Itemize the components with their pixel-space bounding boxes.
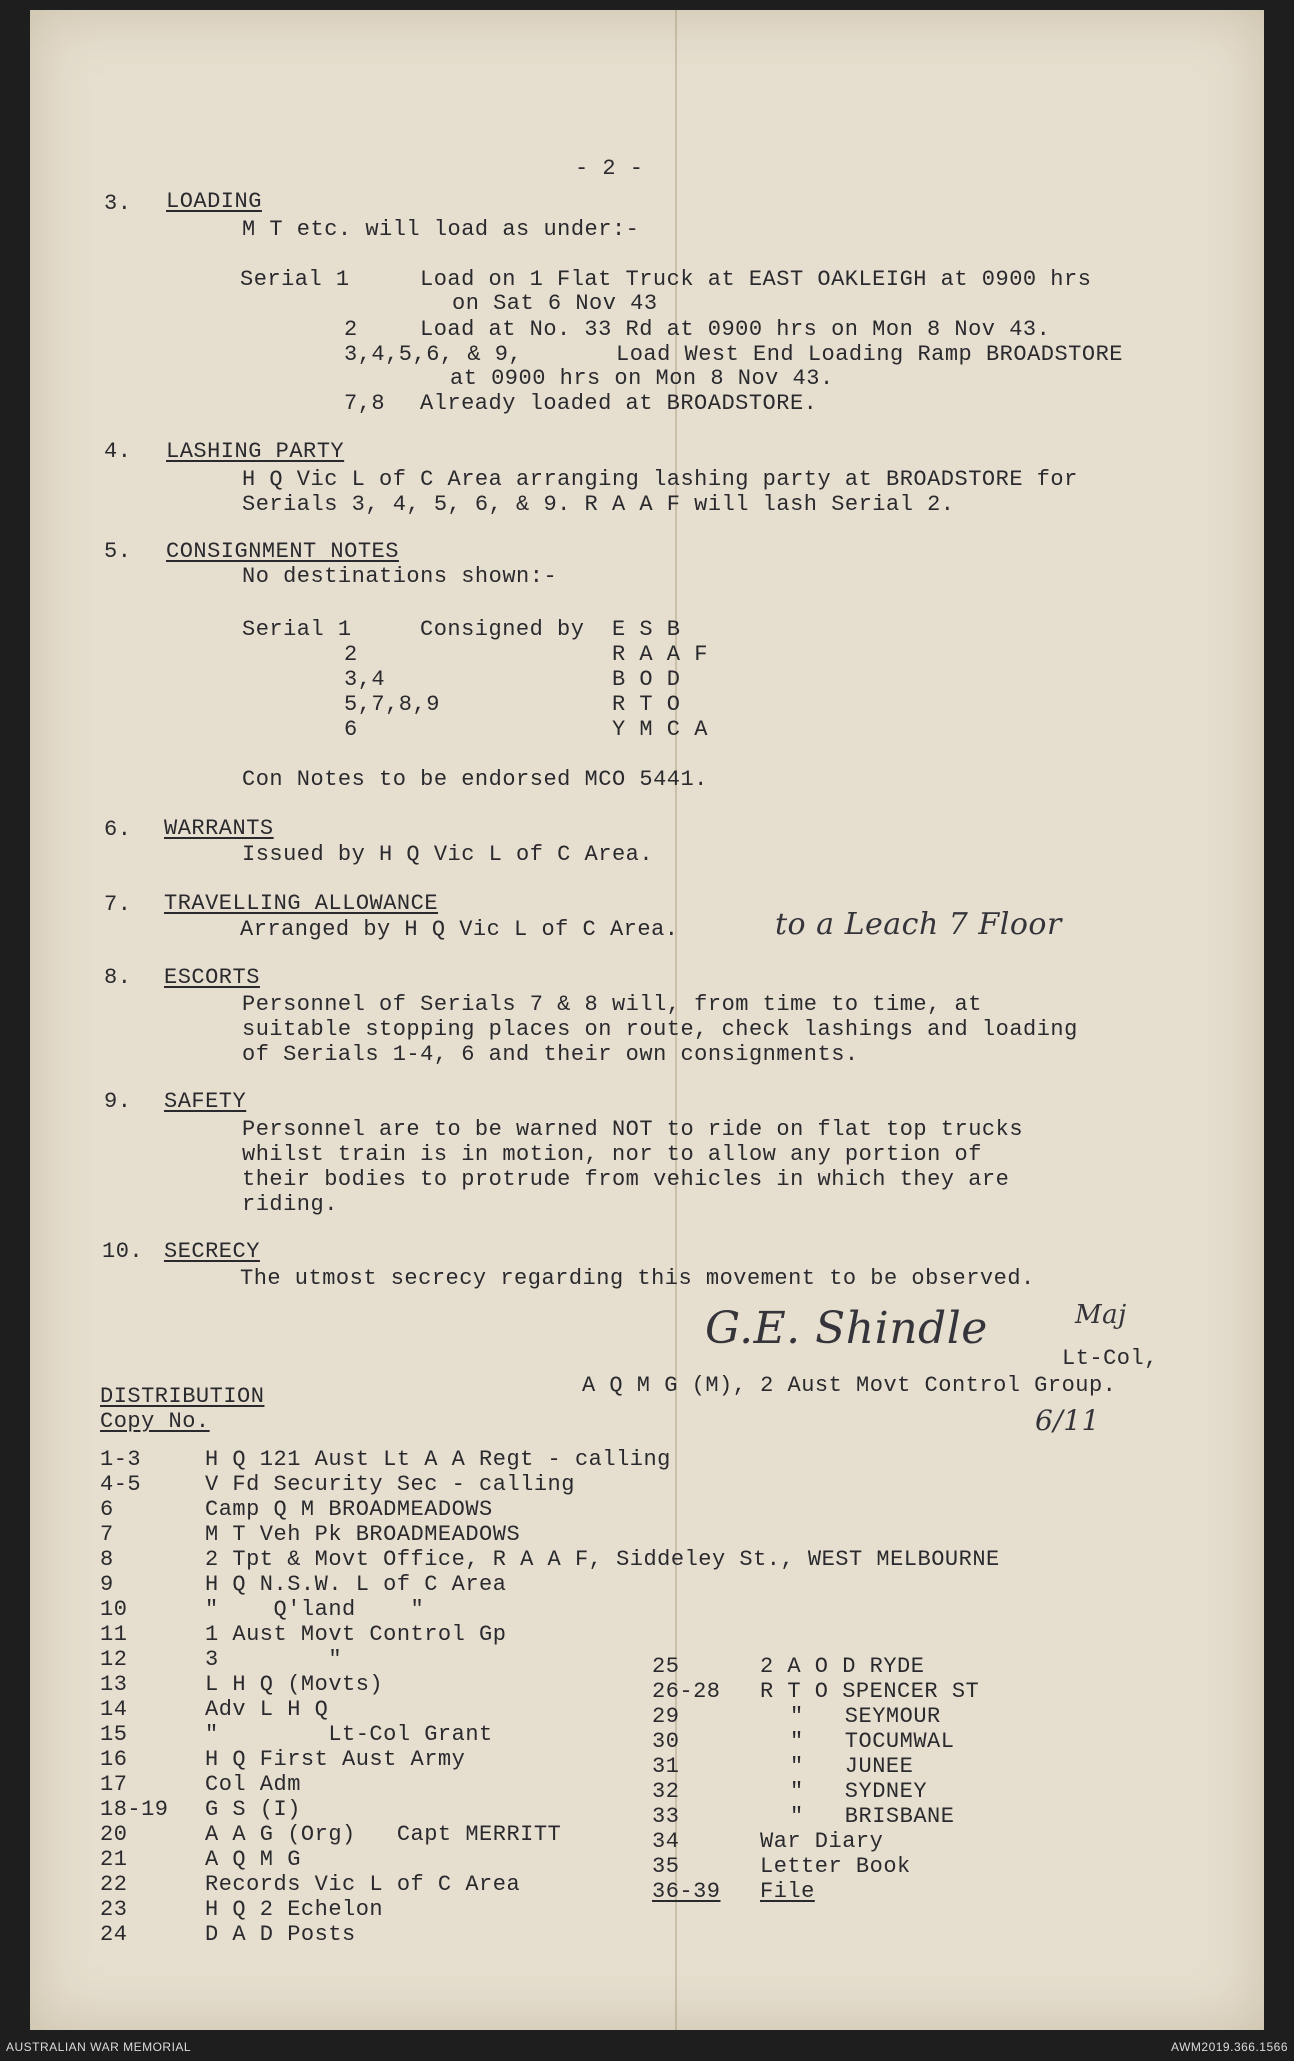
copy-no: 21: [100, 1847, 128, 1872]
loading-serial: Serial 1: [240, 267, 350, 292]
recipient: M T Veh Pk BROADMEADOWS: [205, 1522, 521, 1547]
recipient: " JUNEE: [790, 1754, 914, 1779]
copy-no: 4-5: [100, 1472, 142, 1497]
archive-credit: AUSTRALIAN WAR MEMORIAL: [6, 2040, 192, 2054]
loading-serial: 7,8: [344, 391, 386, 416]
recipient: D A D Posts: [205, 1922, 356, 1947]
recipient: Camp Q M BROADMEADOWS: [205, 1497, 493, 1522]
section-number: 10.: [102, 1239, 144, 1264]
copy-no: 10: [100, 1597, 128, 1622]
escorts-line: of Serials 1-4, 6 and their own consignments.: [242, 1042, 859, 1067]
copy-no: 7: [100, 1522, 114, 1547]
copy-no: 18-19: [100, 1797, 169, 1822]
copy-no: 23: [100, 1897, 128, 1922]
section-number: 4.: [104, 439, 132, 464]
signature: G.E. Shindle: [705, 1303, 988, 1354]
recipient: " Lt-Col Grant: [205, 1722, 493, 1747]
copy-no: 1-3: [100, 1447, 142, 1472]
section-heading-escorts: ESCORTS: [164, 965, 260, 990]
consignor: Y M C A: [612, 717, 708, 742]
copy-no: 36-39: [652, 1879, 721, 1904]
consignor: R T O: [612, 692, 681, 717]
copy-no: 31: [652, 1754, 680, 1779]
travelling-text: Arranged by H Q Vic L of C Area.: [240, 917, 679, 942]
distribution-subheading: Copy No.: [100, 1409, 210, 1434]
warrants-text: Issued by H Q Vic L of C Area.: [242, 842, 654, 867]
safety-line: their bodies to protrude from vehicles in which they are: [242, 1167, 1010, 1192]
signature-rank: Lt-Col,: [1062, 1346, 1158, 1371]
recipient: A Q M G: [205, 1847, 301, 1872]
page-number: - 2 -: [575, 156, 644, 181]
section-number: 8.: [104, 965, 132, 990]
handwritten-note: to a Leach 7 Floor: [775, 907, 1062, 942]
consignor: E S B: [612, 617, 681, 642]
copy-no: 13: [100, 1672, 128, 1697]
section-heading-consignment: CONSIGNMENT NOTES: [166, 539, 399, 564]
copy-no: 6: [100, 1497, 114, 1522]
section-number: 6.: [104, 817, 132, 842]
consignment-serial: 6: [344, 717, 358, 742]
section-number: 5.: [104, 539, 132, 564]
recipient: " SEYMOUR: [790, 1704, 941, 1729]
recipient: A A G (Org) Capt MERRITT: [205, 1822, 562, 1847]
copy-no: 20: [100, 1822, 128, 1847]
section-number: 9.: [104, 1089, 132, 1114]
recipient: H Q 2 Echelon: [205, 1897, 384, 1922]
consignor: B O D: [612, 667, 681, 692]
recipient: V Fd Security Sec - calling: [205, 1472, 575, 1497]
escorts-line: suitable stopping places on route, check lashings and loading: [242, 1017, 1078, 1042]
signature-title: A Q M G (M), 2 Aust Movt Control Group.: [582, 1373, 1117, 1398]
loading-text: Load at No. 33 Rd at 0900 hrs on Mon 8 Nov 43.: [420, 317, 1051, 342]
copy-no: 17: [100, 1772, 128, 1797]
recipient: 1 Aust Movt Control Gp: [205, 1622, 507, 1647]
copy-no: 8: [100, 1547, 114, 1572]
distribution-heading: DISTRIBUTION: [100, 1384, 265, 1409]
loading-serial: 2: [344, 317, 358, 342]
recipient: War Diary: [760, 1829, 884, 1854]
recipient: " Q'land ": [205, 1597, 425, 1622]
section-heading-warrants: WARRANTS: [164, 816, 274, 841]
recipient: Records Vic L of C Area: [205, 1872, 521, 1897]
consignment-footer: Con Notes to be endorsed MCO 5441.: [242, 767, 708, 792]
recipient: H Q First Aust Army: [205, 1747, 466, 1772]
copy-no: 33: [652, 1804, 680, 1829]
safety-line: Personnel are to be warned NOT to ride on flat top trucks: [242, 1117, 1024, 1142]
consigned-by-label: Consigned by: [420, 617, 585, 642]
copy-no: 32: [652, 1779, 680, 1804]
recipient: 2 Tpt & Movt Office, R A A F, Siddeley St., WEST MELBOURNE: [205, 1547, 1000, 1572]
consignment-serial: Serial 1: [242, 617, 352, 642]
signature-maj: Maj: [1075, 1300, 1127, 1330]
recipient: Letter Book: [760, 1854, 911, 1879]
copy-no: 11: [100, 1622, 128, 1647]
copy-no: 14: [100, 1697, 128, 1722]
section-heading-travelling: TRAVELLING ALLOWANCE: [164, 891, 439, 916]
copy-no: 25: [652, 1654, 680, 1679]
safety-line: whilst train is in motion, nor to allow any portion of: [242, 1142, 982, 1167]
recipient: H Q 121 Aust Lt A A Regt - calling: [205, 1447, 671, 1472]
recipient: Col Adm: [205, 1772, 301, 1797]
lashing-line: H Q Vic L of C Area arranging lashing party at BROADSTORE for: [242, 467, 1078, 492]
secrecy-text: The utmost secrecy regarding this movement to be observed.: [240, 1266, 1035, 1291]
lashing-line: Serials 3, 4, 5, 6, & 9. R A A F will lash Serial 2.: [242, 492, 955, 517]
section-number: 7.: [104, 892, 132, 917]
recipient: L H Q (Movts): [205, 1672, 384, 1697]
archive-accession-number: AWM2019.366.1566: [1171, 2040, 1288, 2054]
loading-text: at 0900 hrs on Mon 8 Nov 43.: [450, 366, 834, 391]
escorts-line: Personnel of Serials 7 & 8 will, from time to time, at: [242, 992, 982, 1017]
recipient: " BRISBANE: [790, 1804, 955, 1829]
consignment-serial: 2: [344, 642, 358, 667]
consignment-serial: 3,4: [344, 667, 386, 692]
loading-text: Already loaded at BROADSTORE.: [420, 391, 818, 416]
loading-text: Load on 1 Flat Truck at EAST OAKLEIGH at 0900 hrs: [420, 267, 1092, 292]
copy-no: 15: [100, 1722, 128, 1747]
handwritten-initial: 6/11: [1035, 1404, 1100, 1437]
section-heading-loading: LOADING: [166, 189, 262, 214]
loading-intro: M T etc. will load as under:-: [242, 217, 640, 242]
copy-no: 30: [652, 1729, 680, 1754]
section-number: 3.: [104, 191, 132, 216]
recipient: H Q N.S.W. L of C Area: [205, 1572, 507, 1597]
section-heading-secrecy: SECRECY: [164, 1239, 260, 1264]
copy-no: 29: [652, 1704, 680, 1729]
recipient: 3 ": [205, 1647, 343, 1672]
copy-no: 26-28: [652, 1679, 721, 1704]
consignment-serial: 5,7,8,9: [344, 692, 440, 717]
copy-no: 24: [100, 1922, 128, 1947]
copy-no: 22: [100, 1872, 128, 1897]
consignor: R A A F: [612, 642, 708, 667]
copy-no: 12: [100, 1647, 128, 1672]
recipient: Adv L H Q: [205, 1697, 329, 1722]
copy-no: 9: [100, 1572, 114, 1597]
section-heading-lashing: LASHING PARTY: [166, 439, 345, 464]
copy-no: 34: [652, 1829, 680, 1854]
section-heading-safety: SAFETY: [164, 1089, 247, 1114]
recipient: " TOCUMWAL: [790, 1729, 955, 1754]
copy-no: 16: [100, 1747, 128, 1772]
recipient: G S (I): [205, 1797, 301, 1822]
loading-text: on Sat 6 Nov 43: [452, 291, 658, 316]
consignment-intro: No destinations shown:-: [242, 564, 558, 589]
loading-text: Load West End Loading Ramp BROADSTORE: [616, 342, 1123, 367]
safety-line: riding.: [242, 1192, 338, 1217]
recipient: " SYDNEY: [790, 1779, 928, 1804]
copy-no: 35: [652, 1854, 680, 1879]
recipient: R T O SPENCER ST: [760, 1679, 980, 1704]
recipient: 2 A O D RYDE: [760, 1654, 925, 1679]
recipient: File: [760, 1879, 815, 1904]
loading-serial: 3,4,5,6, & 9,: [344, 342, 523, 367]
